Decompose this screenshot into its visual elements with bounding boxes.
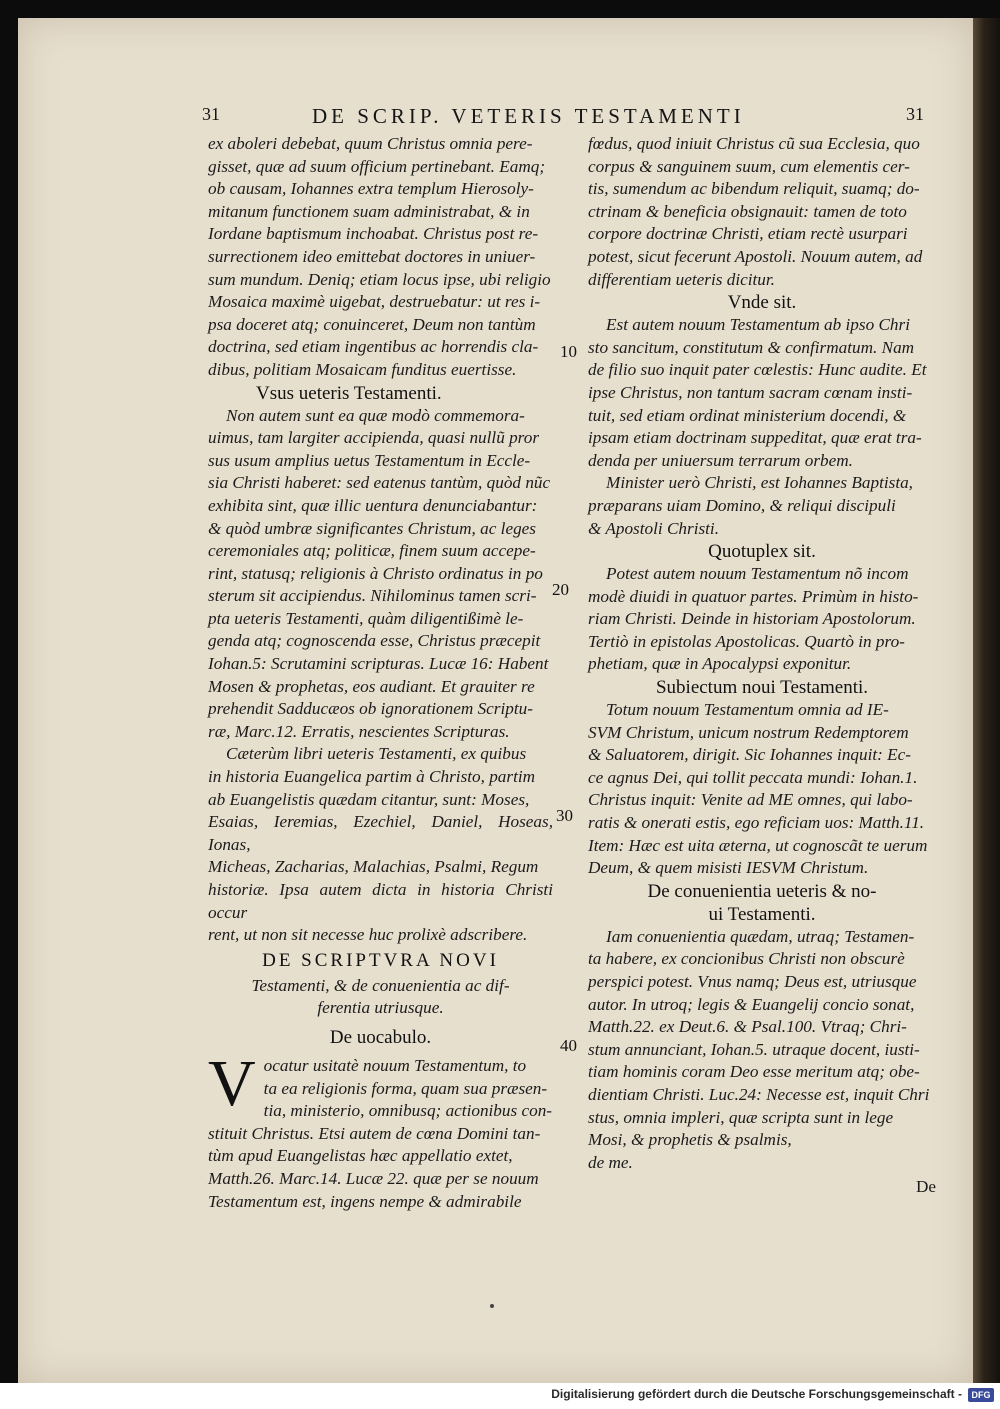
left-para-2: Non autem sunt ea quæ modò commemora- uimus, tam largiter accipienda, quasi nullũ pror sus usum amplius uetus Testamentum in Eccle- sia Christi haberet: sed eatenus tantùm, quòd nũc exhibita sint, quæ illic uentura denunciabantur: & quòd umbræ significantes Christum, ac leges ceremoniales atq; politicæ, finem suum accepe- rint, statusq; religionis à Christo ordinatus in po sterum sit accipiendus. Nihilominus tamen scri- pta ueteris Testamenti, quàm diligentißimè le- genda atq; cognoscenda esse, Christus præcepit Iohan.5: Scrutamini scripturas. Lucæ 16: Habent Mosen & prophetas, eos audiant. Et grauiter re prehendit Sadducæos ob ignorationem Scriptu- ræ, Marc.12. Erratis, nescientes Scripturas. <box>208 405 551 741</box>
page-number-right: 31 <box>906 104 924 124</box>
right-para-2: Est autem nouum Testamentum ab ipso Chri sto sancitum, constitutum & confirmatum. Nam de filio suo inquit pater cœlestis: Hunc audite. Et ipse Christus, non tantum sacram cœnam insti- tuit, sed etiam ordinat ministerium docendi, & ipsam etiam doctrinam suppeditat, quæ erat tra- denda per uniuersum terrarum orbem. <box>588 315 927 470</box>
catchword: De <box>915 1177 936 1197</box>
funding-credit: Digitalisierung gefördert durch die Deutsche Forschungsgemeinschaft - <box>551 1387 962 1401</box>
left-para-1: ex aboleri debebat, quum Christus omnia pere- gisset, quæ ad suum officium pertinebant. Eamq; ob causam, Iohannes extra templum Hierosoly- mitanum functionem suam administrabat, & in Iordane baptismum inchoabat. Christus post re- surrectionem ideo emittebat doctores in uniuer- sum mundum. Deniq; etiam locus ipse, ubi religio Mosaica maximè uigebat, destruebatur: ut res i- psa doceret atq; conuinceret, Deum non tantùm doctrina, sed etiam ingentibus ac horrendis cla- dibus, politiam Mosaicam funditus euertisse. <box>208 134 551 379</box>
left-para-4 <box>208 1046 553 1213</box>
right-para-3: Minister uerò Christi, est Iohannes Baptista, præparans uiam Domino, & reliqui discipuli & Apostoli Christi. <box>588 473 913 538</box>
heading-quotuplex-sit: Quotuplex sit. <box>708 541 816 563</box>
right-para-6: Iam conuenientia quædam, utraq; Testamen- ta habere, ex concionibus Christi non obscurè perspici potest. Vnus namq; Deus est, utriusque autor. In utroq; legis & Euangelij concio sonat, Matth.22. ex Deut.6. & Psal.100. Vtraq; Chri- stum annunciant, Iohan.5. utraque docent, iusti- tiam hominis coram Deo esse meritum atq; obe- dientiam Christi. Luc.24: Necesse est, inquit Chri stus, omnia impleri, quæ scripta sunt in lege Mosi, & prophetis & psalmis, de me. <box>588 926 930 1172</box>
heading-de-scriptura-noui: DE SCRIPTVRA NOVI <box>262 949 499 971</box>
heading-de-uocabulo: De uocabulo. <box>329 1026 432 1048</box>
drop-cap-letter: V <box>208 1046 256 1120</box>
left-para-4-text: ocatur usitatè nouum Testamentum, to ta ea religionis forma, quam sua præsen- tia, ministerio, omnibusq; actionibus con- stituit Christus. Etsi autem de cœna Domini tan- tùm apud Euangelistas hæc appellatio extet, Matth.26. Marc.14. Lucæ 22. quæ per se nouum Testamentum est, ingens nempe & admirabile <box>208 1055 553 1211</box>
page-number-left: 31 <box>202 104 220 124</box>
heading-de-scriptura-sub: Testamenti, & de conuenientia ac dif- ferentia utriusque. <box>251 975 510 1018</box>
margin-number-40: 40 <box>560 1036 577 1055</box>
right-column <box>588 133 936 1199</box>
right-para-5: Totum nouum Testamentum omnia ad IE- SVM Christum, unicum nostrum Redemptorem & Saluatorem, dirigit. Sic Iohannes inquit: Ec- ce agnus Dei, qui tollit peccata mundi: Iohan.1. Christus inquit: Venite ad ME omnes, qui labo- ratis & onerati estis, ego reficiam uos: Matth.11. Item: Hæc est uita æterna, ut cognoscãt te uerum Deum, & quem misisti IESVM Christum. <box>588 700 928 878</box>
right-para-4: Potest autem nouum Testamentum nõ incom modè diuidi in quatuor partes. Primùm in histo- riam Christi. Deinde in historiam Apostolorum. Tertiò in epistolas Apostolicas. Quartò in pro- phetiam, quæ in Apocalypsi exponitur. <box>588 564 919 674</box>
page-edge <box>973 18 1000 1383</box>
left-para-3: Cæterùm libri ueteris Testamenti, ex quibus in historia Euangelica partim à Christo, partim ab Euangelistis quædam citantur, sunt: Moses, Esaias, Ieremias, Ezechiel, Daniel, Hoseas, Ionas, Micheas, Zacharias, Malachias, Psalmi, Regum historiæ. Ipsa autem dicta in historia Christi occur rent, ut non sit necesse huc prolixè adscribere. <box>208 744 553 945</box>
heading-usus-ueteris: Vsus ueteris Testamenti. <box>256 382 442 404</box>
running-header <box>202 104 932 130</box>
page-speck <box>490 1304 494 1308</box>
heading-de-conuenientia: De conuenientia ueteris & no- ui Testamenti. <box>647 880 877 925</box>
left-column <box>208 133 553 1213</box>
footer-bar <box>0 1383 1000 1409</box>
dfg-logo: DFG <box>968 1388 994 1402</box>
heading-unde-sit: Vnde sit. <box>727 292 797 314</box>
margin-number-30: 30 <box>556 806 573 825</box>
margin-number-20: 20 <box>552 580 569 599</box>
heading-subiectum: Subiectum noui Testamenti. <box>655 677 869 699</box>
margin-number-10: 10 <box>560 342 577 361</box>
right-para-1: fœdus, quod iniuit Christus cũ sua Ecclesia, quo corpus & sanguinem suum, cum elementis cer- tis, sumendum ac bibendum reliquit, suamq; do- ctrinam & beneficia obsignauit: tamen de toto corpore doctrinæ Christi, etiam rectè usurpari potest, sicut fecerunt Apostoli. Nouum autem, ad differentiam ueteris dicitur. <box>588 134 923 289</box>
running-title: DE SCRIP. VETERIS TESTAMENTI <box>312 104 745 128</box>
